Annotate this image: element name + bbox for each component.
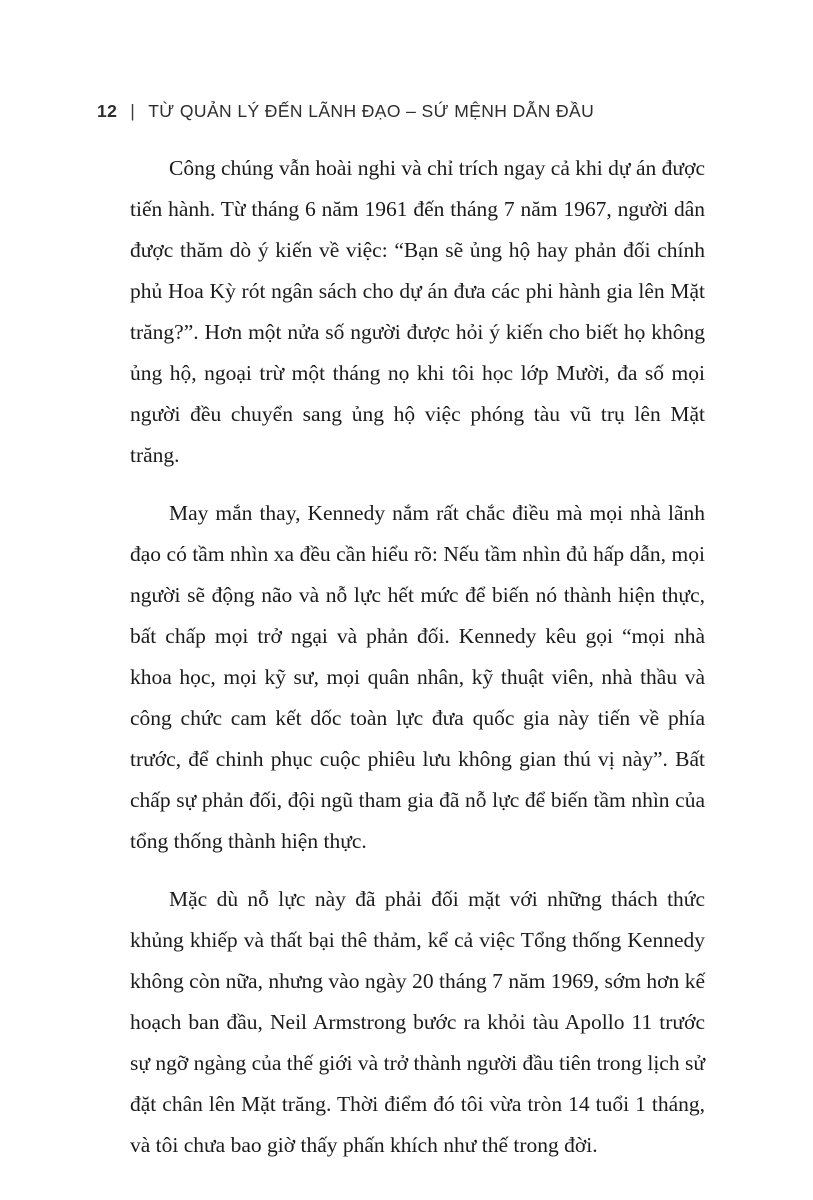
page-content (130, 148, 705, 1183)
running-title: TỪ QUẢN LÝ ĐẾN LÃNH ĐẠO – SỨ MỆNH DẪN ĐẦU (148, 101, 595, 121)
paragraph-3: Mặc dù nỗ lực này đã phải đối mặt với những thách thức khủng khiếp và thất bại thê thảm, kể cả việc Tổng thống Kennedy không còn nữa, nhưng vào ngày 20 tháng 7 năm 1969, sớm hơn kế hoạch ban đầu, Neil Armstrong bước ra khỏi tàu Apollo 11 trước sự ngỡ ngàng của thế giới và trở thành người đầu tiên trong lịch sử đặt chân lên Mặt trăng. Thời điểm đó tôi vừa tròn 14 tuổi 1 tháng, và tôi chưa bao giờ thấy phấn khích như thế trong đời. (130, 887, 705, 1157)
paragraph-1: Công chúng vẫn hoài nghi và chỉ trích ngay cả khi dự án được tiến hành. Từ tháng 6 năm 1961 đến tháng 7 năm 1967, người dân được thăm dò ý kiến về việc: “Bạn sẽ ủng hộ hay phản đối chính phủ Hoa Kỳ rót ngân sách cho dự án đưa các phi hành gia lên Mặt trăng?”. Hơn một nửa số người được hỏi ý kiến cho biết họ không ủng hộ, ngoại trừ một tháng nọ khi tôi học lớp Mười, đa số mọi người đều chuyển sang ủng hộ việc phóng tàu vũ trụ lên Mặt trăng. (130, 156, 705, 467)
page-header (97, 101, 713, 122)
paragraph-2: May mắn thay, Kennedy nắm rất chắc điều mà mọi nhà lãnh đạo có tầm nhìn xa đều cần hiểu rõ: Nếu tầm nhìn đủ hấp dẫn, mọi người sẽ động não và nỗ lực hết mức để biến nó thành hiện thực, bất chấp mọi trở ngại và phản đối. Kennedy kêu gọi “mọi nhà khoa học, mọi kỹ sư, mọi quân nhân, kỹ thuật viên, nhà thầu và công chức cam kết dốc toàn lực đưa quốc gia này tiến về phía trước, để chinh phục cuộc phiêu lưu không gian thú vị này”. Bất chấp sự phản đối, đội ngũ tham gia đã nỗ lực để biến tầm nhìn của tổng thống thành hiện thực. (130, 501, 705, 853)
header-separator: | (130, 101, 136, 121)
page-number: 12 (97, 101, 118, 121)
